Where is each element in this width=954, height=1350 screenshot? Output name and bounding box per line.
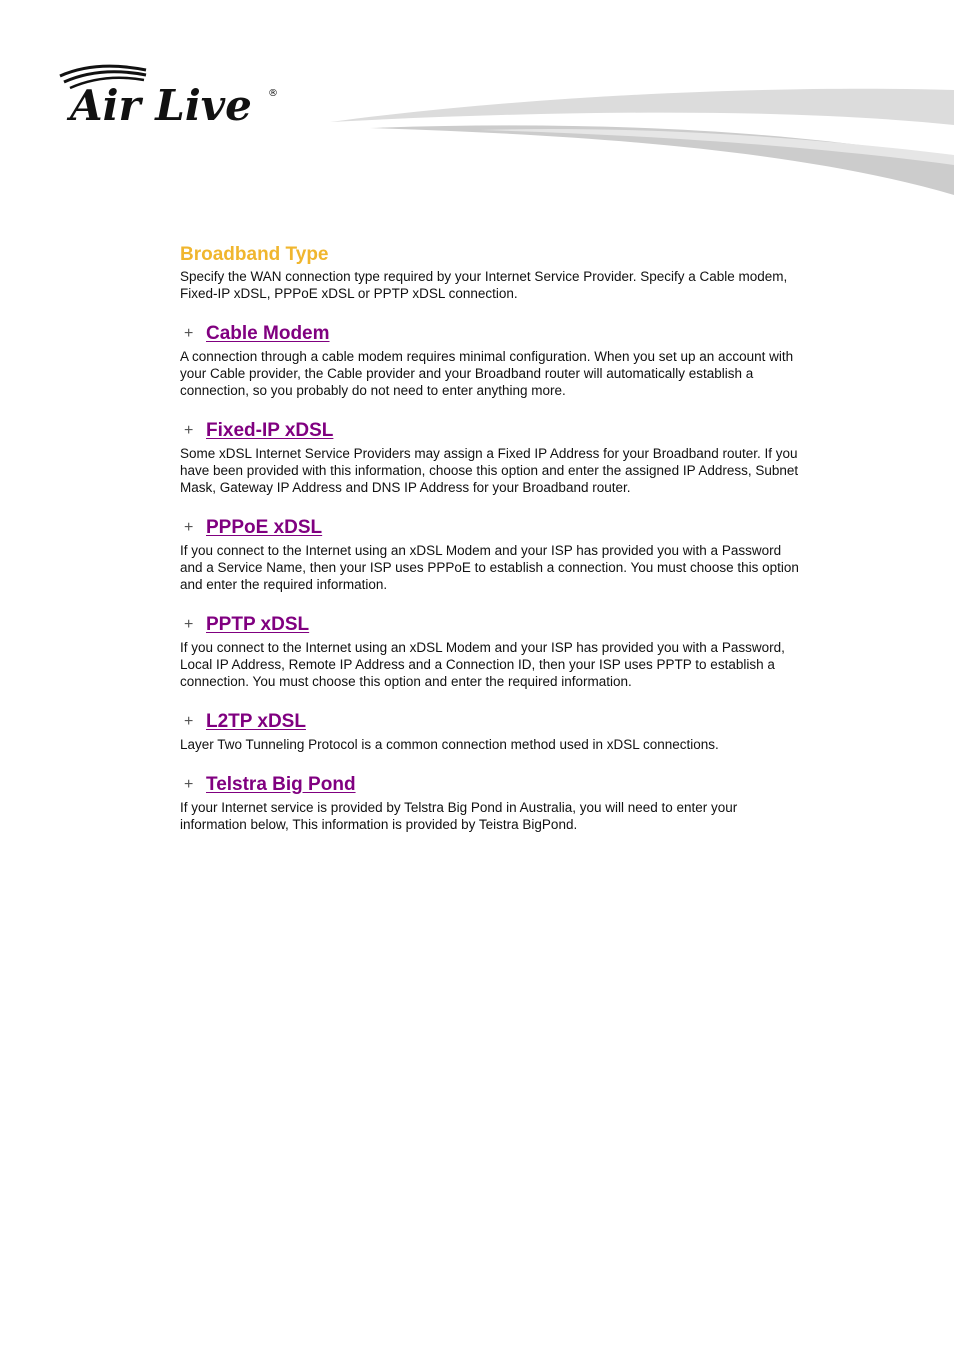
plus-icon: + xyxy=(184,422,194,439)
plus-icon: + xyxy=(184,325,194,342)
section-header xyxy=(184,710,805,734)
pppoe-xdsl-link[interactable]: PPPoE xDSL xyxy=(206,517,323,538)
airlive-logo xyxy=(56,58,286,130)
header-swoosh xyxy=(330,80,954,205)
section-fixed-ip-xdsl xyxy=(180,419,805,496)
section-description: Some xDSL Internet Service Providers may assign a Fixed IP Address for your Broadband router. If you have been provided with this information, choose this option and enter the assigned IP Address, Subnet Mask, Gateway IP Address and DNS IP Address for your Broadband router. xyxy=(180,446,799,495)
fixed-ip-xdsl-link[interactable]: Fixed-IP xDSL xyxy=(206,420,334,441)
telstra-big-pond-link[interactable]: Telstra Big Pond xyxy=(206,774,356,795)
page-intro: Specify the WAN connection type required by your Internet Service Provider. Specify a Cable modem, Fixed-IP xDSL, PPPoE xDSL or PPTP xDSL connection. xyxy=(180,269,788,301)
section-telstra-big-pond xyxy=(180,773,805,833)
section-pptp-xdsl xyxy=(180,613,805,690)
section-pppoe-xdsl xyxy=(180,516,805,593)
section-description: If you connect to the Internet using an xDSL Modem and your ISP has provided you with a Password, Local IP Address, Remote IP Address and a Connection ID, then your ISP uses PPTP to establish a connection. You must choose this option and enter the required information. xyxy=(180,640,785,689)
broadband-type-content xyxy=(180,243,805,833)
plus-icon: + xyxy=(184,616,194,633)
cable-modem-link[interactable]: Cable Modem xyxy=(206,323,330,344)
section-header xyxy=(184,419,805,443)
section-description: A connection through a cable modem requires minimal configuration. When you set up an account with your Cable provider, the Cable provider and your Broadband router will automatically establish a connection, so you probably do not need to enter anything more. xyxy=(180,349,794,398)
section-header xyxy=(184,613,805,637)
plus-icon: + xyxy=(184,713,194,730)
plus-icon: + xyxy=(184,776,194,793)
section-l2tp-xdsl xyxy=(180,710,805,753)
plus-icon: + xyxy=(184,519,194,536)
section-description: Layer Two Tunneling Protocol is a common connection method used in xDSL connections. xyxy=(180,737,719,752)
section-description: If your Internet service is provided by Telstra Big Pond in Australia, you will need to enter your information below, This information is provided by Teistra BigPond. xyxy=(180,800,738,832)
pptp-xdsl-link[interactable]: PPTP xDSL xyxy=(206,614,310,635)
section-description: If you connect to the Internet using an xDSL Modem and your ISP has provided you with a Password and a Service Name, then your ISP uses PPPoE to establish a connection. You must choose this option and enter the required information. xyxy=(180,543,799,592)
logo-wordmark: Air Live xyxy=(70,81,252,130)
logo-registered-mark: ® xyxy=(268,88,278,99)
section-header xyxy=(184,773,805,797)
section-header xyxy=(184,516,805,540)
section-header xyxy=(184,322,805,346)
section-cable-modem xyxy=(180,322,805,399)
l2tp-xdsl-link[interactable]: L2TP xDSL xyxy=(206,711,306,732)
page-header xyxy=(0,0,954,210)
page-title: Broadband Type xyxy=(180,244,329,265)
